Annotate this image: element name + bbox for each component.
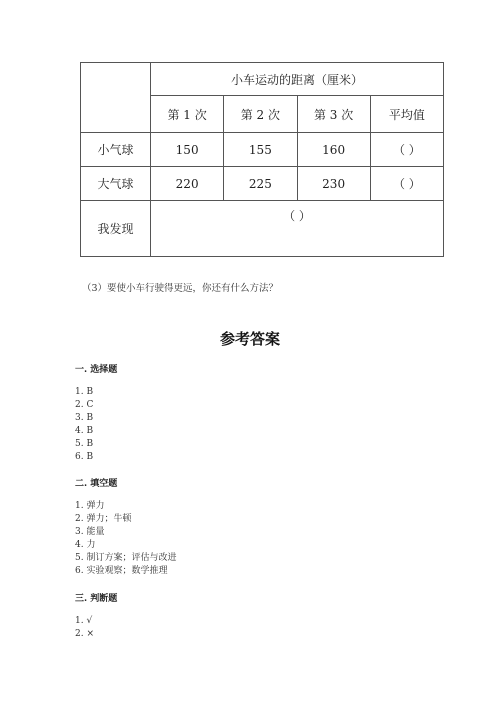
header-group-cell: 小车运动的距离（厘米）	[151, 63, 444, 96]
answer-list	[75, 615, 94, 641]
found-cell	[151, 201, 444, 257]
list-item: 3. 能量	[75, 527, 105, 537]
found-blank: （ ）	[283, 209, 311, 223]
table-row	[81, 201, 444, 257]
list-item: 1. B	[75, 387, 94, 397]
table-row	[81, 133, 444, 167]
answers-title: 参考答案	[219, 330, 280, 348]
table-cell: 225	[224, 167, 297, 201]
list-item: 2. C	[75, 400, 94, 410]
column-header: 第 3 次	[297, 96, 370, 133]
list-item: 2. 弹力；牛顿	[75, 514, 132, 524]
column-header: 第 1 次	[151, 96, 224, 133]
list-item: 6. 实验观察；数学推理	[75, 566, 168, 576]
list-item: 3. B	[75, 413, 94, 423]
list-item: 4. B	[75, 426, 94, 436]
list-item: 5. B	[75, 439, 94, 449]
row-label: 小气球	[81, 133, 151, 167]
section-heading: 一. 选择题	[75, 365, 118, 375]
average-blank: （ ）	[370, 167, 443, 201]
table-cell: 155	[224, 133, 297, 167]
table-corner-cell	[81, 63, 151, 133]
row-label: 大气球	[81, 167, 151, 201]
list-item: 1. √	[75, 616, 93, 626]
section-heading: 二. 填空题	[75, 479, 118, 489]
table-cell: 150	[151, 133, 224, 167]
distance-table	[80, 62, 444, 257]
average-blank: （ ）	[370, 133, 443, 167]
list-item: 1. 弹力	[75, 501, 105, 511]
list-item: 5. 制订方案；评估与改进	[75, 553, 177, 563]
section-heading: 三. 判断题	[75, 594, 118, 604]
list-item: 6. B	[75, 452, 94, 462]
answer-list	[75, 500, 176, 578]
table-cell: 160	[297, 133, 370, 167]
table-row	[81, 167, 444, 201]
answer-list	[75, 386, 93, 464]
table-cell: 220	[151, 167, 224, 201]
question-3: （3）要使小车行驶得更远，你还有什么方法？	[82, 283, 279, 294]
list-item: 2. ×	[75, 629, 94, 639]
column-header: 第 2 次	[224, 96, 297, 133]
table-header-row	[81, 63, 444, 96]
column-header: 平均值	[370, 96, 443, 133]
row-label: 我发现	[81, 201, 151, 257]
list-item: 4. 力	[75, 540, 96, 550]
table-cell: 230	[297, 167, 370, 201]
